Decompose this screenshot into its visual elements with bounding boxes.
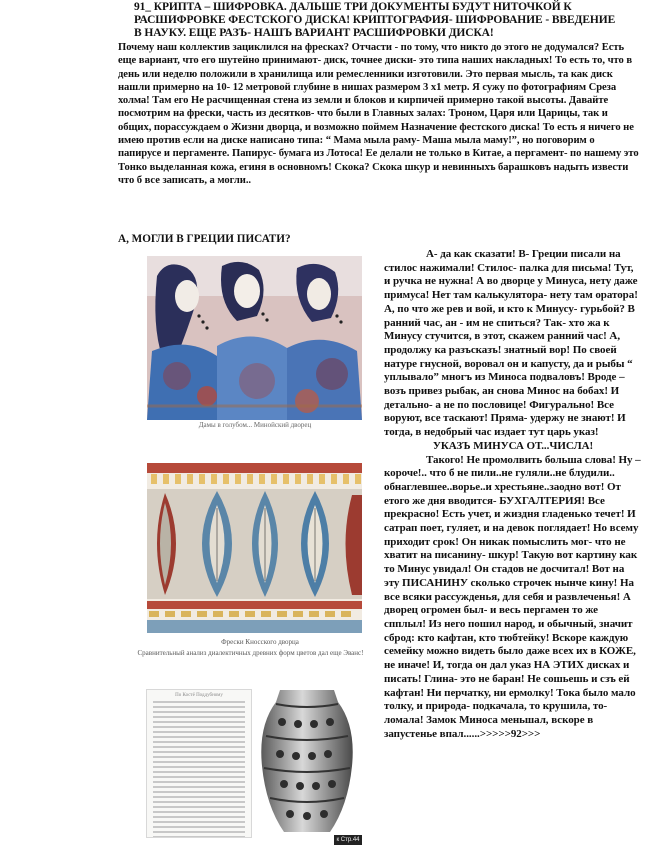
frieze-caption-title: Фрески Кносского дворца [221, 638, 299, 646]
frieze-caption-note: Сравнительный анализ диалектичных древних форм цветов дал еще Эванс! [137, 649, 364, 657]
poem-part-1: А- да как сказати! В- Греции писали на стилос нажимали! Стилос- палка для письма! Тут, и ручка не нужна! А во дворце у Минуса, нету даже примуса! Нет там калькулятора- нету там оратора! А, по что же рев и вой, и кто к Минусу- гурьбой? В ранний час, ан - им не спиться? Так- хто жа к Минусу стучится, в этот, скажем ранний час! А, продолжу ка разъсказъ! знатный вор! По своей натуре гнусной, воровал он и капусту, да и рыбы “ уплывало” многъ из Миноса подваловъ! Вроде – возъ привез рыбак, ан снова Минос на бобах! И детально- а не по пословице! Фигурально! Все воруют, все таскают! Пряма- удержу не знают! И тогда, в недобрый час издает тут царь указ! [384, 248, 638, 439]
page-header [134, 1, 639, 40]
fresco-image [147, 256, 362, 420]
section-subheading: А, МОГЛИ В ГРЕЦИИ ПИСАТИ? [118, 233, 291, 245]
header-line-3: В НАУКУ. ЕЩЕ РАЗЪ- НАШЪ ВАРИАНТ РАСШИФРОВКИ ДИСКА! [134, 27, 494, 39]
fresco-illustration [147, 256, 362, 420]
intro-text: Почему наш коллектив зациклился на фресках? Отчасти - по тому, что никто до этого не додумался? Есть еще вариант, что его шутейно принимают- диск, точнее диски- это типа наших накладных! То есть то, что в день или неделю положили в хранилища или ремесленники изготовили. Это первая мысль, та как диск нашли примерно на 10- 12 метровой глубине в нишах размером 3 х1 метр. Я сужу по фотографиям Среза холма! Там его Не расчищенная стена из земли и блоков и кирпичей примерно такой высоты. Давайте посмотрим на фрески, часть из десятков- что были в Главных залах: Троном, Царя или Царицы, так и общих, порассуждаем о Жизни дворца, и возможно поймем Назначение фестского диска! То есть я ничего не имею против если на диске написано типа: “ Мама мыла раму- Маша мыла маму!”, но поговорим о папирусе и пергаменте. Папирус- бумага из Лотоса! Ее делали не только в Китае, а пергамент- по нашему это Тонко выделанная кожа, егиня в основномъ! Скока? Скока шкур и невинныхъ барашковъ надыть извести что б все записать, а могли.. [118, 42, 639, 186]
vase-illustration [252, 686, 362, 836]
header-line-2: РАСШИФРОВКЕ ФЕСТСКОГО ДИСКА! КРИПТОГРАФИЯ- ШИФРОВАНИЕ - ВВЕДЕНИЕ [134, 14, 616, 26]
poem-part-2: Такого! Не промолвить больша слова! Ну – короче!.. что б не пили..не гуляли..не блудили.. обнаглевшее..ворье..и хрестьяне..заодно вот! От етого же дня вводится- БУХГАЛТЕРИЯ! Все прекрасно! Есть учет, и жиздня гладенько течет! И сатрап поет, гуляет, и на девок поглядает! Но всему приходит срок! Он никак помыслить мог- что не хватит на писанину- шкур! Такую вот картину как то Минус увидал! Он стадов не досчитал! Вот на эту ПИСАНИНУ сколько строчек нынче кину! На все всяки рассужденья, для себя и развлеченья! А дворец огромен был- и весь пергамен то же спплыл! Из него пошил народ, и обычный, значит сброд: кто кафтан, кто тюбтейку! Вскоре каждую семейку можно видеть было даже всех их в КОЖЕ, не иначе! И, тогда он дал указ НА ЭТИХ дисках и писать! Глина- это не баран! Не сошьешь и сзъ ей кафтан! Ни перчатку, ни ермолку! Тока было мало толку, и природа- подкачала, то крушила, то- ломала! Замок Миноса меньшал, вскоре в запустенье впал......>>>>>92>>> [384, 453, 641, 740]
header-line-1: 91_ КРИПТА – ШИФРОВКА. ДАЛЬШЕ ТРИ ДОКУМЕНТЫ БУДУТ НИТОЧКОЙ К [134, 1, 572, 13]
book-page-title: По Костё Поддубному [175, 693, 223, 698]
vase-image [252, 686, 362, 836]
intro-paragraph [118, 41, 640, 187]
poem-column [384, 248, 642, 741]
poem-title: УКАЗЪ МИНУСА ОТ...ЧИСЛА! [432, 439, 594, 452]
page-reference-badge: к Стр.44 [334, 835, 362, 845]
book-page-image [146, 689, 252, 838]
frieze-illustration [147, 463, 362, 633]
frieze-image [147, 463, 362, 633]
fresco-caption: Дамы в голубом... Минойский дворец [198, 421, 312, 429]
